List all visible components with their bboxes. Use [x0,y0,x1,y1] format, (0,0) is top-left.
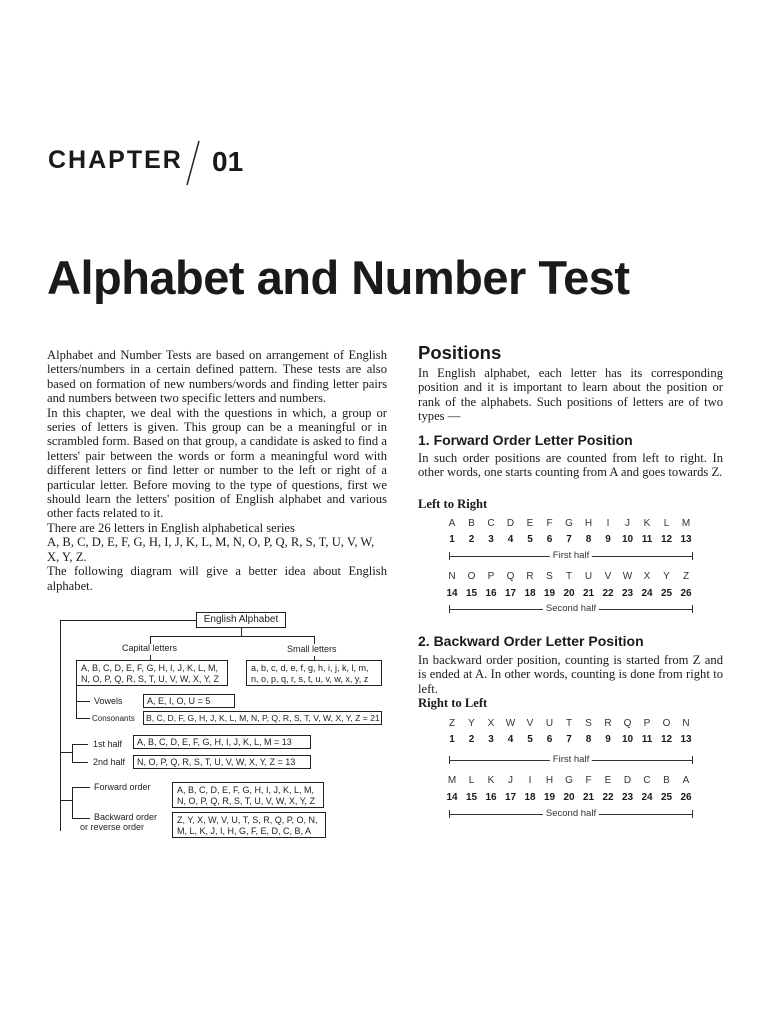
position-cell: 11 [641,734,653,745]
position-cell: 8 [585,734,592,745]
letter-cell: N [682,718,690,729]
first-half-label: 1st half [93,739,123,749]
letter-cell: A [682,775,690,786]
letter-cell: H [584,518,593,529]
connector-line [314,636,315,644]
backward-order-heading: 2. Backward Order Letter Position [418,633,644,649]
letter-cell: X [487,718,495,729]
letter-cell: F [585,775,592,786]
letter-cell: W [622,571,633,582]
letter-cell: V [526,718,534,729]
position-cell: 20 [563,792,575,803]
backward-order-text: In backward order position, counting is started from Z and is ended at A. In other words, counting is done from right to left. [418,653,723,696]
position-cell: 1 [449,734,455,745]
position-cell: 20 [563,588,575,599]
letter-cell: Q [623,718,632,729]
position-cell: 4 [507,734,514,745]
positions-text: In English alphabet, each letter has its corresponding position and it is important to learn about the position or rank of the alphabets. Such positions of letters are of two types — [418,366,723,424]
letter-cell: F [546,518,553,529]
letter-cell: P [643,718,651,729]
forward-order-heading: 1. Forward Order Letter Position [418,432,633,448]
consonants-box: B, C, D, F, G, H, J, K, L, M, N, P, Q, R, S, T, V, W, X, Y, Z = 21 [143,711,382,725]
letter-cell: L [663,518,670,529]
small-letters-label: Small letters [287,644,337,654]
letter-cell: S [546,571,553,582]
letter-cell: X [643,571,651,582]
position-cell: 17 [504,588,517,599]
position-cell: 15 [465,588,478,599]
letter-cell: R [526,571,534,582]
position-cell: 3 [488,734,494,745]
letter-cell: E [526,518,534,529]
second-half-line [449,605,693,614]
forward-order-text: In such order positions are counted from left to right. In other words, one starts counting from A and goes towards Z. [418,451,723,480]
forward-numbers-row-1 [443,534,695,545]
forward-numbers-row-2 [443,588,695,599]
chapter-slash-divider [184,140,202,186]
letter-cell: Y [468,718,475,729]
letter-cell: J [625,518,630,529]
capital-letters-box: A, B, C, D, E, F, G, H, I, J, K, L, M, N, O, P, Q, R, S, T, U, V, W, X, Y, Z [76,660,228,686]
letter-cell: L [468,775,475,786]
letter-cell: G [565,775,573,786]
position-cell: 8 [585,534,592,545]
position-cell: 3 [488,534,494,545]
position-cell: 5 [527,734,533,745]
letter-cell: C [643,775,651,786]
letter-cell: R [604,718,612,729]
intro-paragraph: The following diagram will give a better idea about English alphabet. [47,564,387,593]
connector-line [60,752,72,753]
letter-cell: U [545,718,554,729]
connector-line [60,800,72,801]
letter-cell: G [565,518,573,529]
position-cell: 13 [680,534,692,545]
forward-order-label: Forward order [94,782,151,792]
connector-line [60,620,196,621]
intro-text [47,348,387,593]
first-half-caption: First half [550,754,592,765]
connector-line [241,628,242,636]
letter-cell: B [468,518,475,529]
alphabet-series: A, B, C, D, E, F, G, H, I, J, K, L, M, N, O, P, Q, R, S, T, U, V, W, X, Y, Z. [47,535,375,564]
letter-cell: T [565,571,573,582]
position-cell: 4 [507,534,514,545]
connector-line [72,744,73,762]
letter-cell: Z [448,718,456,729]
position-cell: 10 [621,534,634,545]
capital-letters-label: Capital letters [122,643,178,653]
letter-cell: M [447,775,457,786]
position-cell: 12 [660,734,673,745]
letter-cell: K [643,518,651,529]
letter-cell: E [604,775,612,786]
letter-cell: U [584,571,593,582]
position-cell: 5 [527,534,533,545]
position-cell: 19 [543,792,556,803]
letter-cell: M [681,518,691,529]
letter-cell: W [505,718,516,729]
second-half-label: 2nd half [93,757,126,767]
position-cell: 6 [546,534,553,545]
letter-cell: B [663,775,670,786]
page-title: Alphabet and Number Test [47,251,630,304]
position-cell: 10 [621,734,634,745]
letter-cell: J [508,775,513,786]
second-half-caption: Second half [543,808,599,819]
position-cell: 19 [543,588,556,599]
position-cell: 1 [449,534,455,545]
position-cell: 13 [680,734,692,745]
intro-paragraph: Alphabet and Number Tests are based on arrangement of English letters/numbers in a certain defined pattern. These tests are also based on formation of new numbers/words and finding letter pairs and numbers between two specific letters and numbers. [47,348,387,406]
connector-line [72,762,88,763]
letter-cell: P [487,571,495,582]
position-cell: 23 [621,792,634,803]
position-cell: 25 [660,588,673,599]
position-cell: 23 [621,588,634,599]
position-cell: 26 [680,588,692,599]
forward-order-box: A, B, C, D, E, F, G, H, I, J, K, L, M, N, O, P, Q, R, S, T, U, V, W, X, Y, Z [172,782,324,808]
forward-letters-row-1 [443,518,695,529]
letter-cell: A [448,518,456,529]
letter-cell: O [467,571,476,582]
forward-letters-row-2 [443,571,695,582]
letter-cell: N [448,571,456,582]
connector-line [314,656,315,660]
position-cell: 11 [641,534,653,545]
position-cell: 16 [485,792,497,803]
letter-cell: I [606,518,610,529]
second-half-box: N, O, P, Q, R, S, T, U, V, W, X, Y, Z = 13 [133,755,311,769]
position-cell: 17 [504,792,517,803]
backward-numbers-row-1 [443,734,695,745]
position-cell: 6 [546,734,553,745]
reverse-order-label: or reverse order [80,822,145,832]
position-cell: 9 [605,734,611,745]
connector-line [150,636,314,637]
intro-paragraph: In this chapter, we deal with the questions in which, a group or series of letters is given. This group can be a meaningful or in scrambled form. Based on that group, a candidate is asked to find a letters' pair between the words or form a meaningful word with different letters or find letter or number to the left or right of a particular letter. Before moving to the type of questions, first we should learn the letters' position of English alphabet and various other facts related to it. [47,405,387,521]
connector-line [72,744,88,745]
second-half-caption: Second half [543,603,599,614]
small-letters-box: a, b, c, d, e, f, g, h, i, j, k, l, m, n, o, p, q, r, s, t, u, v, w, x, y, z [246,660,382,686]
position-cell: 16 [485,588,497,599]
connector-line [60,620,61,831]
position-cell: 18 [524,588,536,599]
letter-cell: O [662,718,671,729]
connector-line [76,686,77,718]
position-cell: 2 [468,534,475,545]
connector-line [72,787,90,788]
first-half-line [449,552,693,561]
vowels-label: Vowels [94,696,123,706]
first-half-box: A, B, C, D, E, F, G, H, I, J, K, L, M = 13 [133,735,311,749]
first-half-caption: First half [550,550,592,561]
second-half-line [449,810,693,819]
letter-cell: H [545,775,554,786]
position-cell: 12 [660,534,673,545]
letter-cell: C [487,518,495,529]
root-box: English Alphabet [196,612,286,628]
backward-order-label: Backward order [94,812,158,822]
position-cell: 18 [524,792,536,803]
letter-cell: I [528,775,532,786]
position-cell: 7 [566,534,572,545]
connector-line [72,787,73,818]
letter-cell: Y [663,571,670,582]
position-cell: 22 [602,792,614,803]
vowels-box: A, E, I, O, U = 5 [143,694,235,708]
connector-line [76,701,90,702]
position-cell: 21 [582,792,595,803]
letter-cell: Q [506,571,515,582]
letter-cell: Z [682,571,690,582]
backward-order-box: Z, Y, X, W, V, U, T, S, R, Q, P, O, N, M, L, K, J, I, H, G, F, E, D, C, B, A [172,812,326,838]
backward-letters-row-2 [443,775,695,786]
position-cell: 21 [582,588,595,599]
right-to-left-label: Right to Left [418,696,488,710]
letter-cell: S [585,718,592,729]
position-cell: 24 [641,588,653,599]
position-cell: 22 [602,588,614,599]
position-cell: 14 [446,792,458,803]
position-cell: 14 [446,588,458,599]
positions-heading: Positions [418,342,502,363]
connector-line [150,636,151,644]
chapter-number: 01 [212,146,244,177]
letter-cell: D [506,518,515,529]
position-cell: 15 [465,792,478,803]
letter-cell: K [487,775,495,786]
position-cell: 9 [605,534,611,545]
backward-numbers-row-2 [443,792,695,803]
position-cell: 24 [641,792,653,803]
consonants-label: Consonants [92,714,135,723]
connector-line [150,655,151,660]
position-cell: 2 [468,734,475,745]
letter-cell: D [623,775,632,786]
letter-cell: T [565,718,573,729]
position-cell: 25 [660,792,673,803]
position-cell: 26 [680,792,692,803]
letter-cell: V [604,571,612,582]
chapter-label: CHAPTER [48,146,183,174]
position-cell: 7 [566,734,572,745]
connector-line [72,818,90,819]
intro-paragraph: There are 26 letters in English alphabetical series [47,520,295,535]
first-half-line [449,756,693,765]
connector-line [76,718,90,719]
backward-letters-row-1 [443,718,695,729]
left-to-right-label: Left to Right [418,497,488,511]
